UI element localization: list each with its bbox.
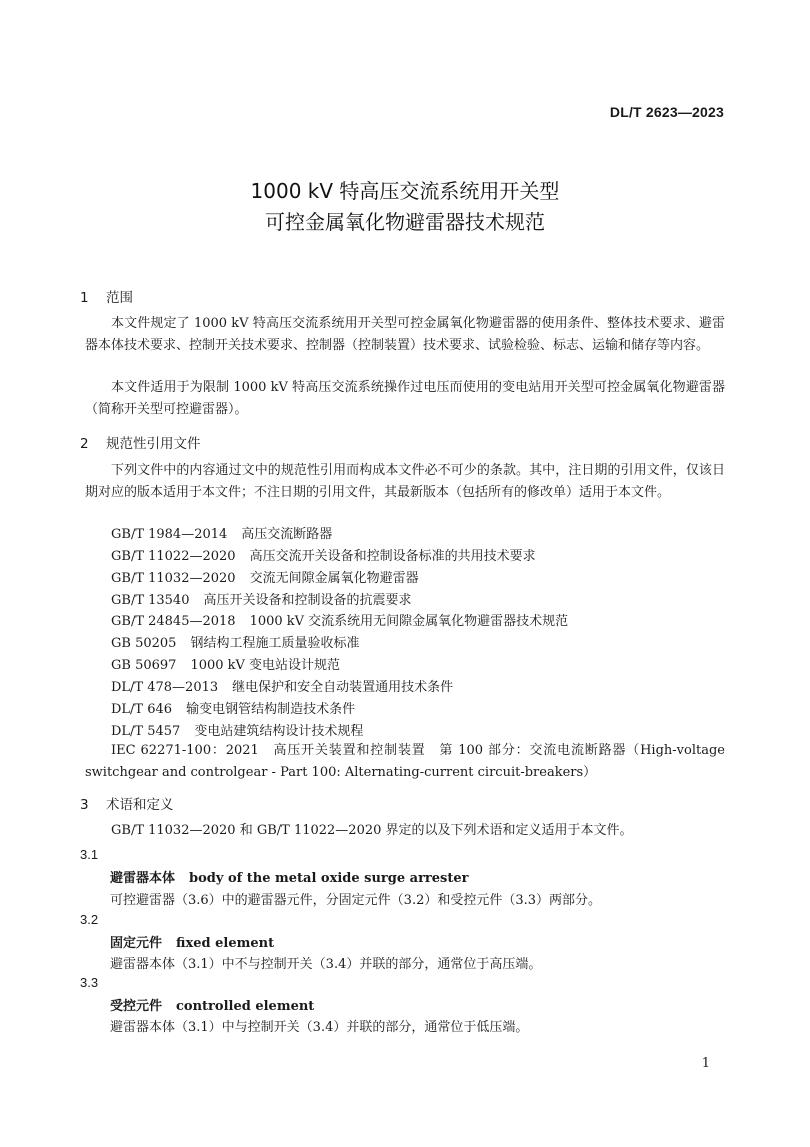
reference-code: GB/T 11032—2020	[111, 571, 236, 586]
reference-item	[111, 699, 355, 720]
page-number: 1	[701, 1056, 710, 1071]
section-title: 范围	[106, 290, 133, 306]
reference-title: 输变电钢管结构制造技术条件	[186, 702, 356, 717]
reference-item	[111, 633, 359, 654]
reference-title: 1000 kV 变电站设计规范	[190, 658, 341, 673]
term-title	[110, 995, 314, 1014]
term-zh: 避雷器本体	[110, 871, 176, 886]
section-1-heading	[80, 286, 133, 306]
reference-item	[111, 721, 363, 742]
reference-item-iec: IEC 62271-100：2021 高压开关装置和控制装置 第 100 部分：交流电流断路器（High-voltage switchgear and controlgear - Part 100: Alternating-current circuit-breakers）	[85, 743, 725, 780]
reference-code: GB 50697	[111, 658, 177, 673]
reference-title: 变电站建筑结构设计技术规程	[194, 724, 364, 739]
term-zh: 固定元件	[110, 936, 163, 951]
term-en: fixed element	[176, 936, 275, 951]
term-number: 3.2	[80, 912, 99, 927]
reference-code: GB 50205	[111, 636, 177, 651]
document-title-line1: 1000 kV 特高压交流系统用开关型	[250, 179, 560, 203]
reference-code: GB/T 1984—2014	[111, 527, 228, 542]
standard-number: DL/T 2623—2023	[609, 104, 724, 120]
reference-code: GB/T 24845—2018	[111, 614, 236, 629]
reference-item	[111, 611, 568, 632]
section-title: 规范性引用文件	[106, 436, 201, 452]
section-number: 3	[80, 797, 89, 813]
term-number: 3.3	[80, 975, 99, 990]
reference-item	[111, 568, 419, 589]
term-number: 3.1	[80, 847, 99, 862]
reference-code: DL/T 5457	[111, 724, 181, 739]
document-title-line2: 可控金属氧化物避雷器技术规范	[265, 210, 545, 234]
term-en: body of the metal oxide surge arrester	[189, 871, 469, 886]
scope-paragraph-2: 本文件适用于为限制 1000 kV 特高压交流系统操作过电压而使用的变电站用开关型可控金属氧化物避雷器（简称开关型可控避雷器）。	[85, 380, 725, 417]
reference-item	[111, 546, 536, 567]
reference-item	[111, 677, 453, 698]
term-title	[110, 932, 274, 951]
reference-title: 高压开关设备和控制设备的抗震要求	[203, 593, 412, 608]
reference-code: DL/T 478—2013	[111, 680, 219, 695]
term-definition: 避雷器本体（3.1）中不与控制开关（3.4）并联的部分，通常位于高压端。	[110, 957, 542, 972]
reference-item	[111, 655, 340, 676]
terms-intro: GB/T 11032—2020 和 GB/T 11022—2020 界定的以及下列术语和定义适用于本文件。	[111, 823, 633, 838]
term-definition: 避雷器本体（3.1）中与控制开关（3.4）并联的部分，通常位于低压端。	[110, 1020, 529, 1035]
reference-title: 钢结构工程施工质量验收标准	[190, 636, 360, 651]
reference-item	[111, 524, 332, 545]
section-number: 1	[80, 290, 89, 306]
reference-title: 1000 kV 交流系统用无间隙金属氧化物避雷器技术规范	[249, 614, 569, 629]
reference-code: GB/T 11022—2020	[111, 549, 236, 564]
section-2-heading	[80, 432, 201, 452]
section-3-heading	[80, 793, 174, 813]
references-intro: 下列文件中的内容通过文中的规范性引用而构成本文件必不可少的条款。其中，注日期的引用文件，仅该日期对应的版本适用于本文件；不注日期的引用文件，其最新版本（包括所有的修改单）适用于本文件。	[85, 463, 725, 500]
reference-title: 继电保护和安全自动装置通用技术条件	[232, 680, 454, 695]
reference-item	[111, 590, 412, 611]
reference-title: 交流无间隙金属氧化物避雷器	[249, 571, 419, 586]
scope-paragraph-1: 本文件规定了 1000 kV 特高压交流系统用开关型可控金属氧化物避雷器的使用条件、整体技术要求、避雷器本体技术要求、控制开关技术要求、控制器（控制装置）技术要求、试验检验、标志、运输和储存等内容。	[85, 316, 725, 353]
term-definition: 可控避雷器（3.6）中的避雷器元件，分固定元件（3.2）和受控元件（3.3）两部分。	[110, 893, 602, 908]
reference-code: DL/T 646	[111, 702, 173, 717]
reference-title: 高压交流断路器	[241, 527, 333, 542]
term-en: controlled element	[176, 999, 315, 1014]
section-number: 2	[80, 436, 89, 452]
reference-title: 高压交流开关设备和控制设备标准的共用技术要求	[249, 549, 536, 564]
section-title: 术语和定义	[106, 797, 174, 813]
term-zh: 受控元件	[110, 999, 163, 1014]
term-title	[110, 867, 469, 886]
reference-code: GB/T 13540	[111, 593, 190, 608]
